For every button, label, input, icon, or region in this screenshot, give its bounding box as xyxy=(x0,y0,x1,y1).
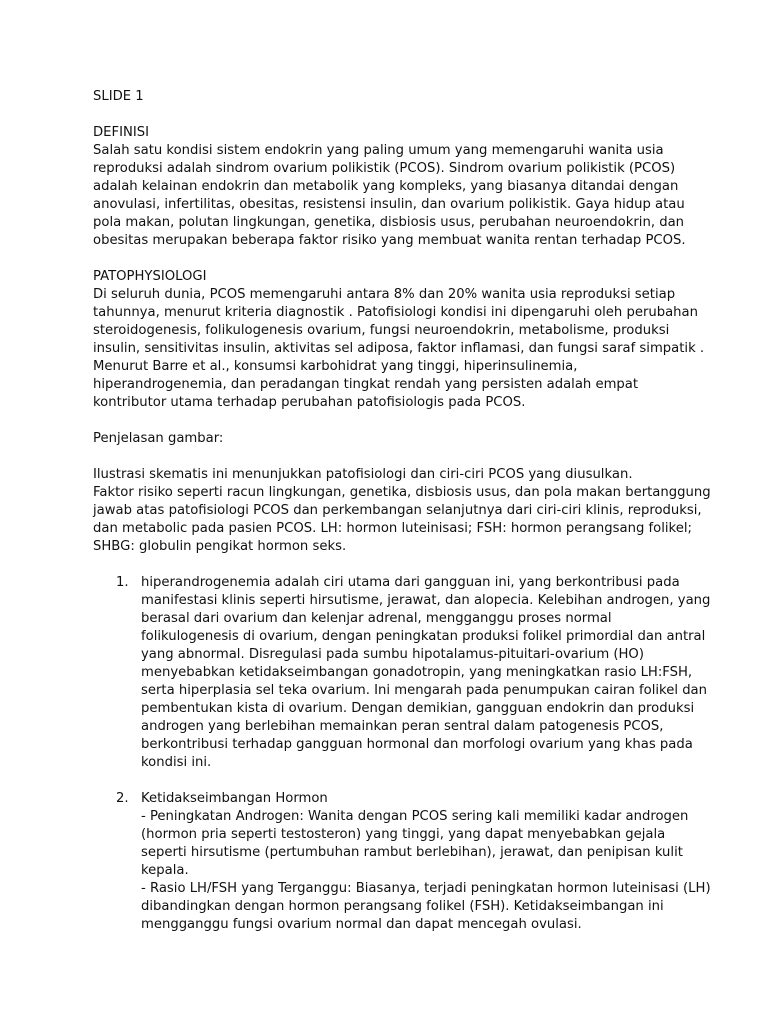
list-line: berasal dari ovarium dan kelenjar adrenal, mengganggu proses normal xyxy=(141,611,612,626)
list-line: folikulogenesis di ovarium, dengan peningkatan produksi folikel primordial dan antral xyxy=(141,629,706,644)
spacer xyxy=(93,250,683,268)
list-line: - Rasio LH/FSH yang Terganggu: Biasanya, terjadi peningkatan hormon luteinisasi (LH) xyxy=(141,881,711,896)
spacer xyxy=(93,556,683,574)
spacer xyxy=(93,412,683,430)
list-line: manifestasi klinis seperti hirsutisme, jerawat, dan alopecia. Kelebihan androgen, yang xyxy=(141,593,711,608)
document-body xyxy=(93,88,711,934)
slide-title: SLIDE 1 xyxy=(93,89,144,104)
penjelasan-line: Ilustrasi skematis ini menunjukkan patofisiologi dan ciri-ciri PCOS yang diusulkan. xyxy=(93,467,633,482)
list-number: 2. xyxy=(116,791,129,806)
definisi-line: Salah satu kondisi sistem endokrin yang paling umum yang memengaruhi wanita usia xyxy=(93,143,664,158)
list-line: yang abnormal. Disregulasi pada sumbu hipotalamus-pituitari-ovarium (HO) xyxy=(141,647,644,662)
definisi-section xyxy=(93,124,686,250)
list-line: seperti hirsutisme (pertumbuhan rambut berlebihan), jerawat, dan penipisan kulit xyxy=(141,845,683,860)
penjelasan-line: dan metabolic pada pasien PCOS. LH: hormon luteinisasi; FSH: hormon perangsang folikel; xyxy=(93,521,692,536)
list-line: serta hiperplasia sel teka ovarium. Ini mengarah pada penumpukan cairan folikel dan xyxy=(141,683,707,698)
list-line: kondisi ini. xyxy=(141,755,212,770)
list-line: pembentukan kista di ovarium. Dengan demikian, gangguan endokrin dan produksi xyxy=(141,701,695,716)
spacer xyxy=(93,106,683,124)
patophysiologi-line: tahunnya, menurut kriteria diagnostik . Patofisiologi kondisi ini dipengaruhi oleh perubahan xyxy=(93,305,698,320)
penjelasan-line: Faktor risiko seperti racun lingkungan, genetika, disbiosis usus, dan pola makan bertanggung xyxy=(93,485,711,500)
definisi-line: adalah kelainan endokrin dan metabolik yang kompleks, yang biasanya ditandai dengan xyxy=(93,179,679,194)
list-line: androgen yang berlebihan memainkan peran sentral dalam patogenesis PCOS, xyxy=(141,719,664,734)
list-number: 1. xyxy=(116,575,129,590)
list-line: Ketidakseimbangan Hormon xyxy=(141,791,328,806)
list-line: dibandingkan dengan hormon perangsang folikel (FSH). Ketidakseimbangan ini xyxy=(141,899,664,914)
list-line: menyebabkan ketidakseimbangan gonadotropin, yang meningkatkan rasio LH:FSH, xyxy=(141,665,693,680)
definisi-line: reproduksi adalah sindrom ovarium polikistik (PCOS). Sindrom ovarium polikistik (PCOS) xyxy=(93,161,676,176)
patophysiologi-section xyxy=(93,268,705,412)
spacer xyxy=(93,448,683,466)
list-line: hiperandrogenemia adalah ciri utama dari gangguan ini, yang berkontribusi pada xyxy=(141,575,680,590)
penjelasan-heading: Penjelasan gambar: xyxy=(93,431,224,446)
patophysiologi-line: steroidogenesis, folikulogenesis ovarium, fungsi neuroendokrin, metabolisme, produksi xyxy=(93,323,670,338)
penjelasan-line: jawab atas patofisiologi PCOS dan perkembangan selanjutnya dari ciri-ciri klinis, reproduksi, xyxy=(93,503,702,518)
list-line: - Peningkatan Androgen: Wanita dengan PCOS sering kali memiliki kadar androgen xyxy=(141,809,689,824)
definisi-heading: DEFINISI xyxy=(93,125,149,140)
list-line: berkontribusi terhadap gangguan hormonal dan morfologi ovarium yang khas pada xyxy=(141,737,693,752)
patophysiologi-heading: PATOPHYSIOLOGI xyxy=(93,269,207,284)
penjelasan-line: SHBG: globulin pengikat hormon seks. xyxy=(93,539,347,554)
list-line: (hormon pria seperti testosteron) yang tinggi, yang dapat menyebabkan gejala xyxy=(141,827,666,842)
list-line: kepala. xyxy=(141,863,189,878)
patophysiologi-line: Di seluruh dunia, PCOS memengaruhi antara 8% dan 20% wanita usia reproduksi setiap xyxy=(93,287,676,302)
patophysiologi-line: insulin, sensitivitas insulin, aktivitas sel adiposa, faktor inflamasi, dan fungsi saraf simpatik . xyxy=(93,341,705,356)
definisi-line: anovulasi, infertilitas, obesitas, resistensi insulin, dan ovarium polikistik. Gaya hidup atau xyxy=(93,197,685,212)
penjelasan-section xyxy=(93,430,711,556)
list-item xyxy=(93,790,711,934)
numbered-list xyxy=(93,574,711,934)
list-item xyxy=(93,574,711,772)
spacer xyxy=(93,772,683,790)
patophysiologi-line: hiperandrogenemia, dan peradangan tingkat rendah yang persisten adalah empat xyxy=(93,377,639,392)
list-line: mengganggu fungsi ovarium normal dan dapat mencegah ovulasi. xyxy=(141,917,582,932)
definisi-line: obesitas merupakan beberapa faktor risiko yang membuat wanita rentan terhadap PCOS. xyxy=(93,233,686,248)
patophysiologi-line: kontributor utama terhadap perubahan patofisiologis pada PCOS. xyxy=(93,395,526,410)
definisi-line: pola makan, polutan lingkungan, genetika, disbiosis usus, perubahan neuroendokrin, dan xyxy=(93,215,685,230)
patophysiologi-line: Menurut Barre et al., konsumsi karbohidrat yang tinggi, hiperinsulinemia, xyxy=(93,359,578,374)
